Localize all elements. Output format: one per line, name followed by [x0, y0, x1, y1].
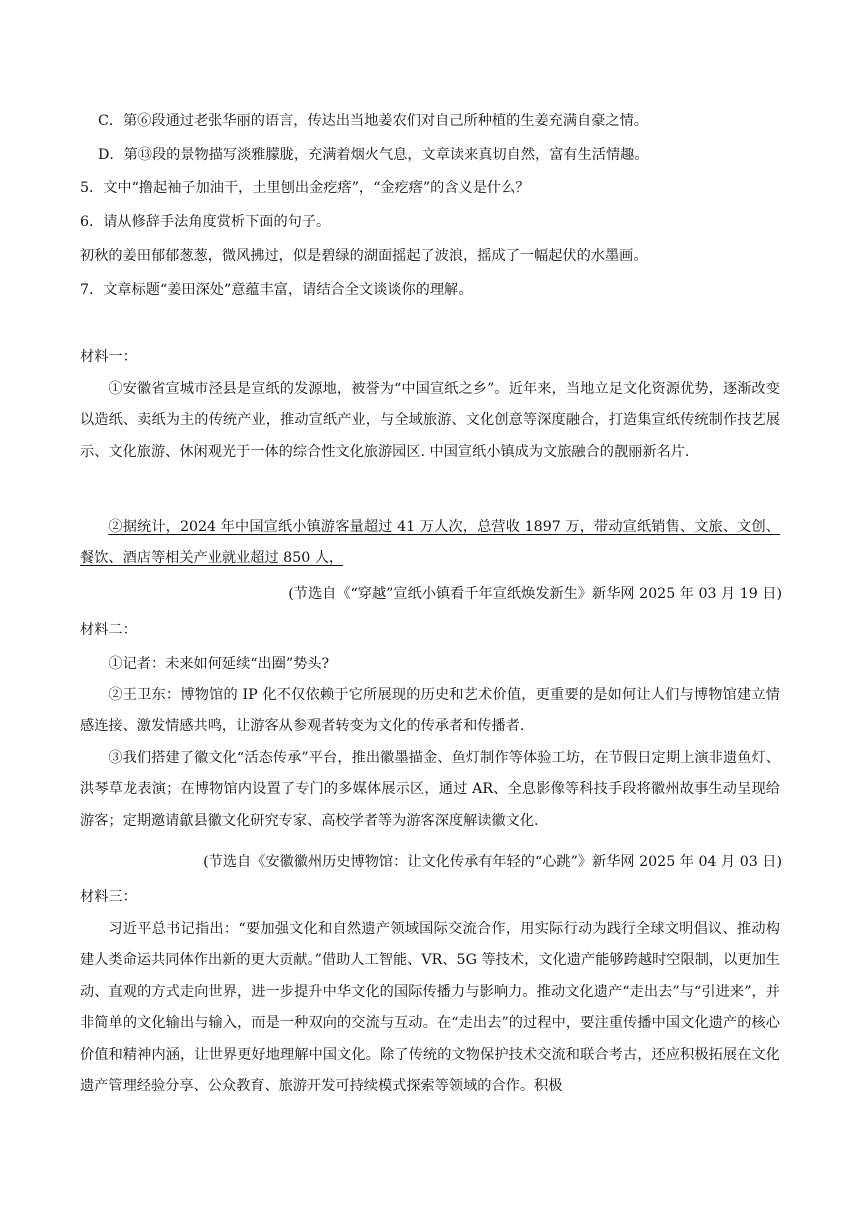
question-6: 6．请从修辞手法角度赏析下面的句子。 — [80, 214, 331, 230]
material-3-heading: 材料三： — [80, 889, 137, 905]
material-1-paragraph-1: ①安徽省宣城市泾县是宣纸的发源地，被誉为“中国宣纸之乡”。近年来，当地立足文化资源优势，逐渐改变以造纸、卖纸为主的传统产业，推动宣纸产业，与全域旅游、文化创意等深度融合，打造集宣纸传统制作技艺展示、文化旅游、休闲观光于一体的综合性文化旅游园区. 中国宣纸小镇成为文旅融合的靓丽新名片. — [80, 381, 780, 460]
material-2-heading: 材料二： — [80, 622, 137, 638]
question-7: 7．文章标题“姜田深处”意蕴丰富，请结合全文谈谈你的理解。 — [80, 282, 473, 298]
material-2-paragraph-2: ②王卫东：博物馆的 IP 化不仅依赖于它所展现的历史和艺术价值，更重要的是如何让人们与博物馆建立情感连接、激发情感共鸣，让游客从参观者转变为文化的传承者和传播者. — [80, 687, 780, 735]
material-2-source: (节选自《安徽徽州历史博物馆：让文化传承有年轻的“心跳”》新华网 2025 年 04 月 03 日) — [203, 854, 782, 870]
material-2-paragraph-1: ①记者：未来如何延续“出圈”势头? — [108, 656, 330, 672]
option-c: C．第⑥段通过老张华丽的语言，传达出当地姜农们对自己所种植的生姜充满自豪之情。 — [98, 113, 648, 129]
material-1-paragraph-2 — [80, 512, 780, 575]
material-1-heading: 材料一： — [80, 349, 137, 365]
material-2-paragraph-3: ③我们搭建了徽文化“活态传承”平台，推出徽墨描金、鱼灯制作等体验工坊，在节假日定期上演非遗鱼灯、洪琴草龙表演；在博物馆内设置了专门的多媒体展示区，通过 AR、全息影像等科技手段将徽州故事生动呈现给游客；定期邀请歙县徽文化研究专家、高校学者等为游客深度解读徽文化. — [80, 750, 780, 829]
option-d: D．第⑬段的景物描写淡雅朦胧，充满着烟火气息，文章读来真切自然，富有生活情趣。 — [98, 147, 649, 163]
material-1-paragraph-2-text: ②据统计，2024 年中国宣纸小镇游客量超过 41 万人次，总营收 1897 万，带动宣纸销售、文旅、文创、餐饮、酒店等相关产业就业超过 850 人， — [80, 519, 780, 567]
material-1-source: (节选自《“穿越”宣纸小镇看千年宣纸焕发新生》新华网 2025 年 03 月 19 日) — [288, 586, 782, 602]
question-6-sentence: 初秋的姜田郁郁葱葱，微风拂过，似是碧绿的湖面摇起了波浪，摇成了一幅起伏的水墨画。 — [80, 248, 648, 264]
question-5: 5．文中“撸起袖子加油干，土里刨出金疙瘩”，“金疙瘩”的含义是什么？ — [80, 180, 530, 196]
material-3-paragraph-1: 习近平总书记指出：“要加强文化和自然遗产领域国际交流合作，用实际行动为践行全球文明倡议、推动构建人类命运共同体作出新的更大贡献。”借助人工智能、VR、5G 等技术，文化遗产能够跨越时空限制，以更加生动、直观的方式走向世界，进一步提升中华文化的国际传播力与影响力。推动文化遗产“走出去”与“引进来”，并非简单的文化输出与输入，而是一种双向的交流与互动。在“走出去”的过程中，要注重传播中国文化遗产的核心价值和精神内涵，让世界更好地理解中国文化。除了传统的文物保护技术交流和联合考古，还应积极拓展在文化遗产管理经验分享、公众教育、旅游开发可持续模式探索等领域的合作。积极 — [80, 921, 780, 1095]
